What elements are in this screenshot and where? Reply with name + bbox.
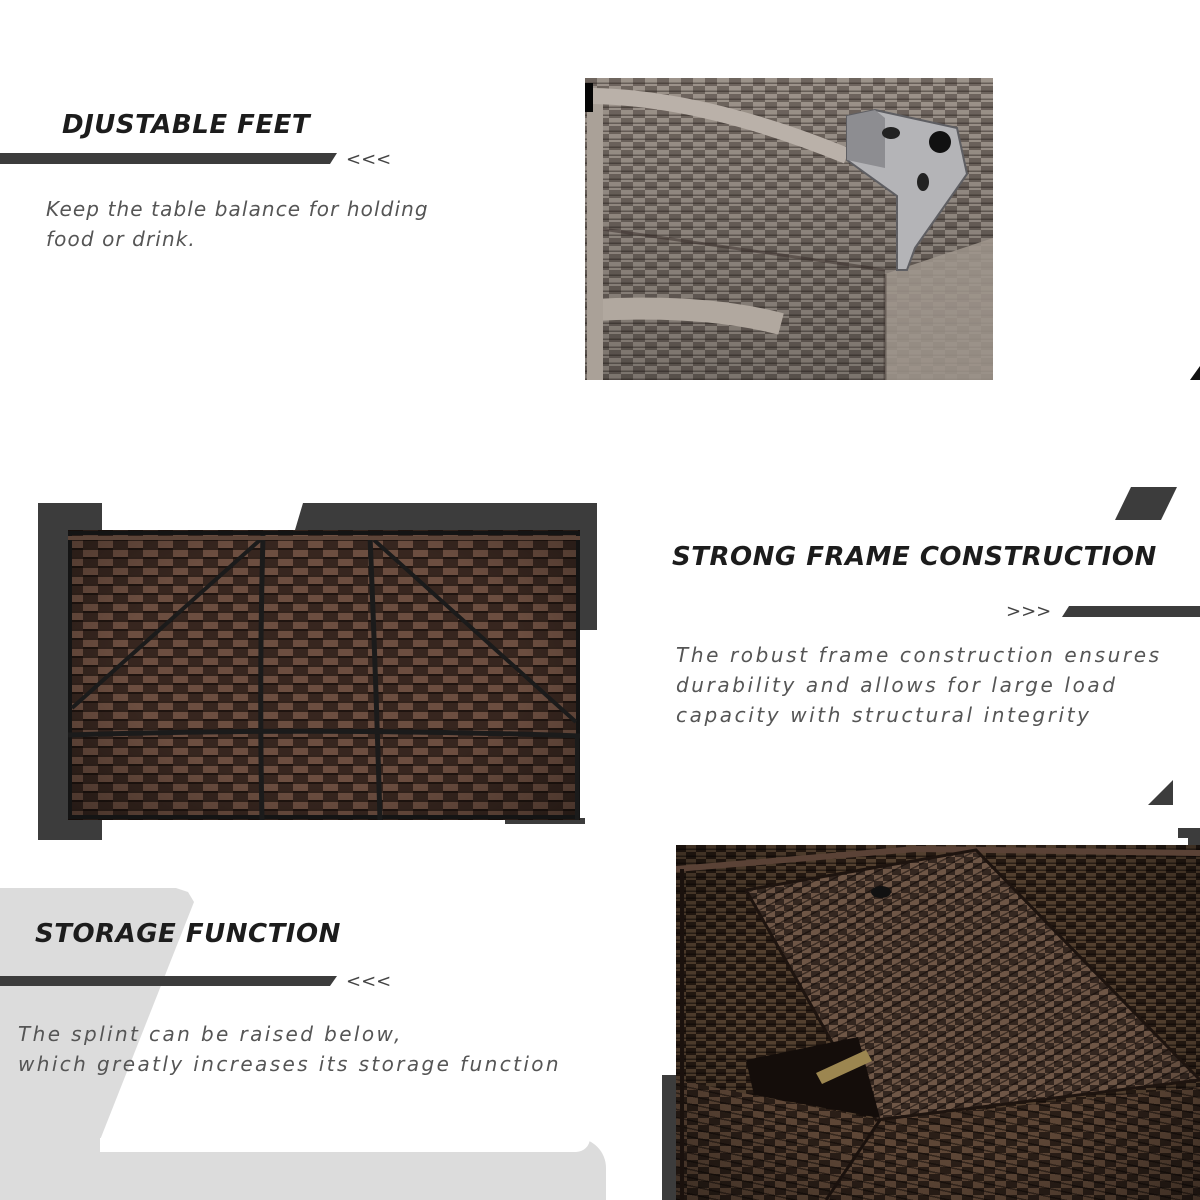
photo-frame-underside	[68, 530, 580, 820]
photo-storage-lid	[676, 845, 1200, 1200]
corner-mark	[1190, 366, 1200, 380]
feature-description-line: Keep the table balance for holding	[46, 197, 429, 221]
photo-detail-drawing	[585, 78, 993, 380]
arrow-chevrons: <<<	[346, 971, 392, 992]
photo-detail-drawing	[676, 845, 1200, 1200]
heading-underline-bar	[1062, 606, 1200, 617]
feature-description-line: capacity with structural integrity	[676, 703, 1092, 727]
feature-heading: STORAGE FUNCTION	[35, 919, 341, 949]
bottom-panel-notch	[100, 1138, 590, 1152]
photo-detail-drawing	[68, 530, 580, 820]
feature-description-line: food or drink.	[46, 227, 196, 251]
feature-description-line: which greatly increases its storage function	[18, 1052, 562, 1076]
feature-description-line: The splint can be raised below,	[18, 1022, 403, 1046]
feature-storage	[0, 820, 1200, 1200]
arrow-chevrons: <<<	[346, 149, 392, 170]
frame-accent-left	[662, 1075, 676, 1200]
triangle-accent	[1148, 780, 1173, 805]
feature-heading: STRONG FRAME CONSTRUCTION	[672, 542, 1157, 572]
feature-description-line: durability and allows for large load	[676, 673, 1118, 697]
arrow-chevrons: >>>	[1006, 601, 1052, 622]
feature-adjustable-feet	[0, 0, 1200, 440]
frame-accent-right	[578, 503, 597, 630]
photo-adjustable-feet	[585, 78, 993, 380]
heading-underline-bar	[0, 976, 337, 986]
feature-heading: DJUSTABLE FEET	[62, 110, 311, 140]
parallelogram-accent	[1115, 487, 1177, 520]
feature-description-line: The robust frame construction ensures	[676, 643, 1162, 667]
heading-underline-bar	[0, 153, 337, 164]
frame-accent-top	[295, 503, 597, 530]
feature-strong-frame	[0, 440, 1200, 820]
knob-icon	[871, 886, 891, 898]
